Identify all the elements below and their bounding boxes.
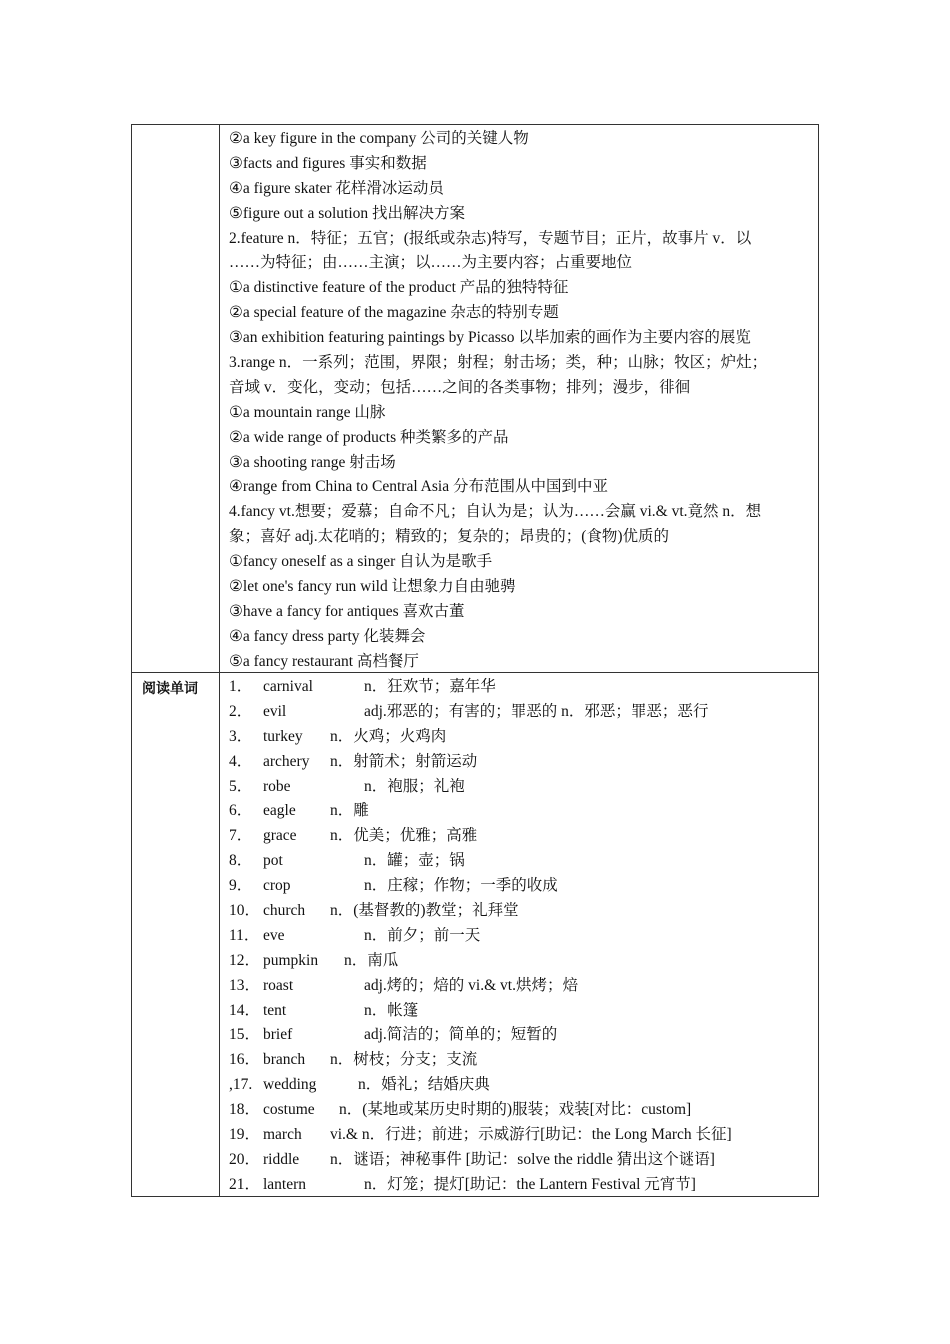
word-row: [229, 675, 813, 700]
word-definition: adj.烤的；焙的 vi.& vt.烘烤；焙: [364, 976, 578, 994]
word-number: 11．: [229, 926, 260, 944]
text-line: ④a figure skater 花样滑冰运动员: [229, 179, 444, 197]
text-line: ④range from China to Central Asia 分布范围从中国到中亚: [229, 478, 608, 496]
word-definition: n．(某地或某历史时期的)服装；戏装[对比：custom]: [339, 1101, 692, 1119]
word-definition: adj.邪恶的；有害的；罪恶的 n．邪恶；罪恶；恶行: [364, 702, 709, 720]
word-row: [229, 700, 813, 725]
word-number: 10．: [229, 902, 261, 920]
word-term: riddle: [263, 1150, 300, 1168]
word-term: crop: [263, 877, 291, 895]
word-number: 21．: [229, 1175, 261, 1193]
word-number: 2．: [229, 702, 253, 720]
column-divider: [219, 125, 220, 1196]
word-term: costume: [263, 1101, 315, 1119]
word-row: [229, 750, 813, 775]
text-line: ……为特征；由……主演；以……为主要内容；占重要地位: [229, 254, 633, 272]
word-number: 6．: [229, 802, 253, 820]
section-label: 阅读单词: [142, 681, 198, 697]
word-row: [229, 899, 813, 924]
word-row: [229, 725, 813, 750]
text-line: ②let one's fancy run wild 让想象力自由驰骋: [229, 578, 516, 596]
text-line: 音域 v．变化，变动；包括……之间的各类事物；排列；漫步，徘徊: [229, 378, 691, 396]
word-number: ,17.: [229, 1076, 253, 1094]
word-definition: n．庄稼；作物；一季的收成: [364, 877, 558, 895]
word-number: 3．: [229, 727, 253, 745]
word-term: turkey: [263, 727, 303, 745]
word-term: grace: [263, 827, 297, 845]
word-definition: n．优美；优雅；高雅: [330, 827, 478, 845]
word-definition: n．婚礼；结婚庆典: [358, 1076, 490, 1094]
word-definition: n．前夕；前一天: [364, 926, 481, 944]
word-row: [229, 1098, 813, 1123]
word-row: [229, 1073, 813, 1098]
word-definition: n．灯笼；提灯[助记：the Lantern Festival 元宵节]: [364, 1175, 696, 1193]
phrase-examples-cell: [229, 127, 813, 675]
word-definition: n．狂欢节；嘉年华: [364, 678, 496, 695]
word-definition: n．罐；壶；锅: [364, 852, 465, 870]
word-term: pot: [263, 852, 283, 870]
word-term: brief: [263, 1026, 293, 1044]
word-row: [229, 974, 813, 999]
word-row: [229, 924, 813, 949]
word-number: 15．: [229, 1026, 261, 1044]
text-line: 3.range n．一系列；范围，界限；射程；射击场；类，种；山脉；牧区；炉灶；: [229, 354, 768, 372]
word-number: 20．: [229, 1150, 261, 1168]
word-number: 14．: [229, 1001, 261, 1019]
word-definition: n．谜语；神秘事件 [助记：solve the riddle 猜出这个谜语]: [330, 1150, 715, 1168]
word-row: [229, 1048, 813, 1073]
word-row: [229, 824, 813, 849]
word-term: evil: [263, 702, 287, 720]
text-line: ②a special feature of the magazine 杂志的特别专题: [229, 304, 559, 322]
word-definition: n．树枝；分支；支流: [330, 1051, 478, 1069]
text-line: ①a mountain range 山脉: [229, 403, 386, 421]
text-line: 象；喜好 adj.太花哨的；精致的；复杂的；昂贵的；(食物)优质的: [229, 528, 670, 546]
text-line: ③facts and figures 事实和数据: [229, 154, 427, 172]
text-line: ⑤figure out a solution 找出解决方案: [229, 204, 466, 222]
word-definition: n．袍服；礼袍: [364, 777, 465, 795]
text-line: ③a shooting range 射击场: [229, 453, 396, 471]
text-line: ②a wide range of products 种类繁多的产品: [229, 428, 509, 446]
word-number: 13．: [229, 976, 261, 994]
word-term: march: [263, 1126, 302, 1144]
text-line: ①fancy oneself as a singer 自认为是歌手: [229, 553, 493, 571]
word-row: [229, 775, 813, 800]
word-term: archery: [263, 752, 310, 770]
word-row: [229, 1173, 813, 1198]
word-row: [229, 1023, 813, 1048]
word-number: 19．: [229, 1126, 261, 1144]
word-term: church: [263, 902, 306, 920]
word-row: [229, 849, 813, 874]
word-definition: n．火鸡；火鸡肉: [330, 727, 447, 745]
word-number: 5．: [229, 777, 253, 795]
text-line: ③an exhibition featuring paintings by Picasso 以毕加索的画作为主要内容的展览: [229, 329, 751, 347]
word-definition: n．南瓜: [344, 951, 399, 969]
word-definition: n．雕: [330, 802, 369, 820]
word-row: [229, 1123, 813, 1148]
word-number: 7．: [229, 827, 253, 845]
word-definition: adj.简洁的；简单的；短暂的: [364, 1026, 558, 1044]
word-row: [229, 949, 813, 974]
word-term: tent: [263, 1001, 287, 1019]
text-line: ①a distinctive feature of the product 产品的独特特征: [229, 279, 569, 297]
word-term: pumpkin: [263, 951, 319, 969]
word-term: branch: [263, 1051, 306, 1069]
word-term: roast: [263, 976, 294, 994]
word-number: 16．: [229, 1051, 261, 1069]
text-line: ②a key figure in the company 公司的关键人物: [229, 130, 529, 147]
word-definition: n．(基督教的)教堂；礼拜堂: [330, 902, 519, 920]
word-row: [229, 1148, 813, 1173]
vocabulary-table: [131, 124, 819, 1197]
word-row: [229, 799, 813, 824]
word-row: [229, 999, 813, 1024]
word-term: robe: [263, 777, 291, 795]
word-definition: vi.& n．行进；前进；示威游行[助记：the Long March 长征]: [330, 1126, 732, 1144]
text-line: ⑤a fancy restaurant 高档餐厅: [229, 652, 419, 670]
word-definition: n．射箭术；射箭运动: [330, 752, 478, 770]
word-term: lantern: [263, 1175, 307, 1193]
word-number: 12．: [229, 951, 261, 969]
word-term: carnival: [263, 678, 313, 695]
word-number: 9．: [229, 877, 253, 895]
text-line: 4.fancy vt.想要；爱慕；自命不凡；自认为是；认为……会赢 vi.& vt.竟然 n．想: [229, 503, 762, 521]
reading-words-list: [229, 675, 813, 1198]
text-line: ③have a fancy for antiques 喜欢古董: [229, 602, 465, 620]
word-definition: n．帐篷: [364, 1001, 419, 1019]
word-term: eagle: [263, 802, 296, 820]
text-line: ④a fancy dress party 化装舞会: [229, 627, 426, 645]
word-number: 4．: [229, 752, 253, 770]
text-line: 2.feature n．特征；五官；(报纸或杂志)特写，专题节目；正片，故事片 v．以: [229, 229, 752, 247]
word-number: 1．: [229, 678, 253, 695]
word-term: eve: [263, 926, 285, 944]
word-term: wedding: [263, 1076, 317, 1094]
word-row: [229, 874, 813, 899]
word-number: 8．: [229, 852, 253, 870]
word-number: 18．: [229, 1101, 261, 1119]
